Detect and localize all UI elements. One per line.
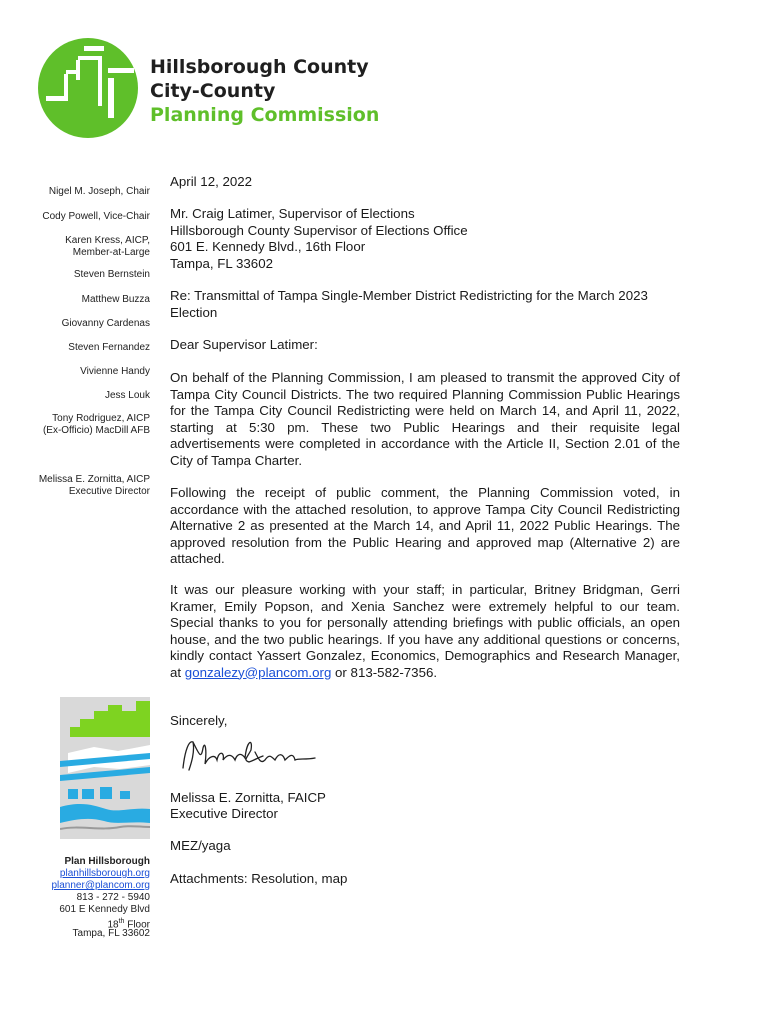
signer-name: Melissa E. Zornitta, FAICP <box>170 790 326 805</box>
sidebar-member: Karen Kress, AICP, <box>65 235 150 246</box>
paragraph-3 <box>170 582 680 681</box>
contact-email-link[interactable]: planner@plancom.org <box>51 880 150 891</box>
email-row <box>20 880 150 892</box>
paragraph-2: Following the receipt of public comment, the Planning Commission voted, in accordance with the attached resolution, to approve Tampa City Council Redistricting Alternative 2 as presented at the March 14, and April 11, 2022 Public Hearings. The approved resolution from the Public Hearing and approved map (Alternative 2) are attached. <box>170 485 680 566</box>
planning-commission-logo <box>38 38 138 138</box>
floor-suffix: th <box>118 918 125 925</box>
contact-phone: 813 - 272 - 5940 <box>76 892 150 903</box>
sidebar-member: Executive Director <box>68 486 150 497</box>
attachments: Attachments: Resolution, map <box>170 871 348 886</box>
email-link[interactable]: gonzalezy@plancom.org <box>184 664 332 680</box>
plan-hillsborough-graphic <box>60 697 150 839</box>
sidebar-member: Vivienne Handy <box>80 366 150 377</box>
org-name-line-3: Planning Commission <box>150 104 380 126</box>
org-name-line-1: Hillsborough County <box>150 56 369 78</box>
floor-number: 18 <box>107 919 119 931</box>
website-row <box>20 868 150 880</box>
salutation: Dear Supervisor Latimer: <box>170 337 318 352</box>
paragraph-3-text: It was our pleasure working with your staff; in particular, Britney Bridgman, Gerri Kramer, Emily Popson, and Xenia Sanchez were extremely helpful to our team. Special thanks to you for personally attending briefings with public officials, an open house, and the two public hearings. If you have any additional questions or concerns, kindly contact Yassert Gonzalez, Economics, Demographics and Research Manager, at <box>170 582 680 680</box>
sidebar-member: Steven Fernandez <box>68 342 150 353</box>
sidebar-member: Jess Louk <box>104 390 150 401</box>
recipient-address <box>170 206 680 272</box>
sidebar-member: Steven Bernstein <box>73 269 150 280</box>
sidebar-member: Matthew Buzza <box>81 294 150 305</box>
contact-street: 601 E Kennedy Blvd <box>59 904 150 915</box>
closing: Sincerely, <box>170 713 228 728</box>
sidebar-member: (Ex-Officio) MacDill AFB <box>42 425 150 436</box>
organization-name <box>150 55 379 127</box>
handwritten-signature <box>175 730 325 780</box>
address-line: 601 E. Kennedy Blvd., 16th Floor <box>170 239 366 254</box>
floor-word: Floor <box>124 919 150 931</box>
address-line: Hillsborough County Supervisor of Elections Office <box>170 222 468 238</box>
org-name-line-2: City-County <box>150 80 276 102</box>
contact-title: Plan Hillsborough <box>64 856 150 867</box>
initials: MEZ/yaga <box>170 838 231 853</box>
contact-city: Tampa, FL 33602 <box>72 928 150 939</box>
sidebar-member: Cody Powell, Vice-Chair <box>42 211 150 222</box>
sidebar-member: Tony Rodriguez, AICP <box>52 413 150 424</box>
sidebar-member: Member-at-Large <box>72 247 150 258</box>
letter-date: April 12, 2022 <box>170 174 253 189</box>
paragraph-1: On behalf of the Planning Commission, I am pleased to transmit the approved City of Tampa City Council Districts. The two required Planning Commission Public Hearings for the Tampa City Council Redistricting were held on March 14, and April 11, 2022, starting at 5:30 pm. These two Public Hearings and their requisite legal advertisements were completed in accordance with the Article II, Section 2.01 of the City of Tampa Charter. <box>170 370 680 468</box>
paragraph-3-tail: or 813-582-7356. <box>331 664 438 680</box>
sidebar-member: Giovanny Cardenas <box>61 318 150 329</box>
website-link[interactable]: planhillsborough.org <box>59 868 150 879</box>
signer-title: Executive Director <box>170 806 278 821</box>
address-line: Tampa, FL 33602 <box>170 255 273 271</box>
sidebar-member: Nigel M. Joseph, Chair <box>48 186 150 197</box>
sidebar-member: Melissa E. Zornitta, AICP <box>38 474 150 485</box>
address-line: Mr. Craig Latimer, Supervisor of Elections <box>170 206 415 221</box>
subject-line: Re: Transmittal of Tampa Single-Member District Redistricting for the March 2023 Election <box>170 288 648 320</box>
